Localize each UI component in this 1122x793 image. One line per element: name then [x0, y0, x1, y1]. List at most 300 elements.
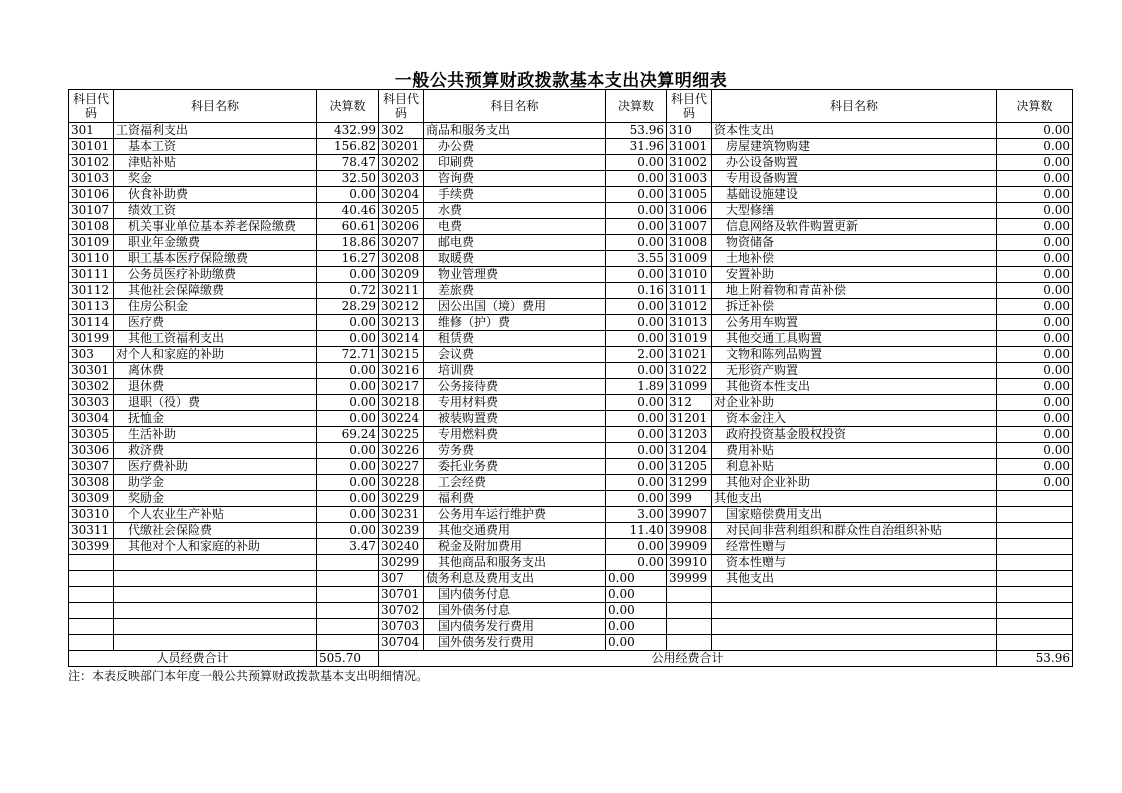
cell-code: 30226 — [379, 443, 424, 459]
cell-amount — [997, 587, 1073, 603]
cell-name — [114, 619, 317, 635]
cell-amount: 0.00 — [997, 427, 1073, 443]
cell-code: 30305 — [69, 427, 114, 443]
cell-amount: 3.47 — [317, 539, 379, 555]
table-body — [69, 123, 1073, 651]
totals-row — [69, 651, 1073, 667]
table-row — [69, 283, 1073, 299]
table-row — [69, 395, 1073, 411]
cell-amount: 0.00 — [997, 395, 1073, 411]
cell-code: 30216 — [379, 363, 424, 379]
cell-name: 奖金 — [114, 171, 317, 187]
cell-amount: 16.27 — [317, 251, 379, 267]
cell-name: 伙食补助费 — [114, 187, 317, 203]
cell-amount: 0.00 — [606, 395, 667, 411]
cell-amount: 0.00 — [606, 411, 667, 427]
cell-code — [667, 619, 712, 635]
cell-amount — [997, 571, 1073, 587]
cell-amount: 0.00 — [317, 411, 379, 427]
cell-name: 利息补贴 — [712, 459, 997, 475]
cell-amount: 0.00 — [317, 491, 379, 507]
cell-name: 税金及附加费用 — [424, 539, 606, 555]
cell-amount: 0.00 — [606, 459, 667, 475]
cell-amount: 0.00 — [606, 219, 667, 235]
cell-name: 其他商品和服务支出 — [424, 555, 606, 571]
cell-amount: 0.00 — [997, 363, 1073, 379]
cell-amount: 0.00 — [997, 315, 1073, 331]
cell-code: 30201 — [379, 139, 424, 155]
cell-name: 邮电费 — [424, 235, 606, 251]
cell-name: 国外债务发行费用 — [424, 635, 606, 651]
cell-code: 30207 — [379, 235, 424, 251]
cell-amount: 0.00 — [317, 523, 379, 539]
cell-name: 退休费 — [114, 379, 317, 395]
cell-code: 30204 — [379, 187, 424, 203]
cell-amount — [997, 555, 1073, 571]
cell-amount: 0.00 — [606, 571, 667, 587]
cell-amount: 0.00 — [317, 459, 379, 475]
cell-name: 手续费 — [424, 187, 606, 203]
table-row — [69, 523, 1073, 539]
cell-name: 无形资产购置 — [712, 363, 997, 379]
cell-amount — [317, 603, 379, 619]
cell-code: 30110 — [69, 251, 114, 267]
cell-code — [69, 619, 114, 635]
cell-amount: 0.00 — [606, 203, 667, 219]
cell-amount — [317, 571, 379, 587]
cell-amount: 0.00 — [997, 123, 1073, 139]
table-row — [69, 155, 1073, 171]
cell-amount: 0.00 — [997, 219, 1073, 235]
cell-code: 30303 — [69, 395, 114, 411]
cell-amount: 1.89 — [606, 379, 667, 395]
cell-amount: 0.00 — [606, 635, 667, 651]
cell-code: 31002 — [667, 155, 712, 171]
cell-code: 30227 — [379, 459, 424, 475]
cell-name — [712, 635, 997, 651]
table-row — [69, 587, 1073, 603]
cell-code: 30199 — [69, 331, 114, 347]
cell-amount: 0.00 — [606, 539, 667, 555]
cell-code: 39999 — [667, 571, 712, 587]
cell-name: 资本性支出 — [712, 123, 997, 139]
expenditure-table — [68, 89, 1073, 667]
cell-code: 30113 — [69, 299, 114, 315]
cell-name: 其他支出 — [712, 491, 997, 507]
cell-code: 399 — [667, 491, 712, 507]
cell-amount: 0.00 — [606, 555, 667, 571]
table-row — [69, 491, 1073, 507]
table-row — [69, 139, 1073, 155]
cell-code: 39910 — [667, 555, 712, 571]
cell-name: 地上附着物和青苗补偿 — [712, 283, 997, 299]
cell-amount: 0.00 — [606, 603, 667, 619]
cell-amount: 0.00 — [317, 395, 379, 411]
cell-name: 津贴补贴 — [114, 155, 317, 171]
cell-amount: 0.00 — [606, 491, 667, 507]
cell-code: 30231 — [379, 507, 424, 523]
cell-name: 其他工资福利支出 — [114, 331, 317, 347]
cell-code: 30213 — [379, 315, 424, 331]
cell-code: 30206 — [379, 219, 424, 235]
cell-name: 土地补偿 — [712, 251, 997, 267]
cell-code: 30309 — [69, 491, 114, 507]
cell-name: 水费 — [424, 203, 606, 219]
cell-code: 30214 — [379, 331, 424, 347]
cell-amount: 11.40 — [606, 523, 667, 539]
cell-code: 30215 — [379, 347, 424, 363]
cell-name: 生活补助 — [114, 427, 317, 443]
cell-code: 30212 — [379, 299, 424, 315]
cell-code: 30202 — [379, 155, 424, 171]
cell-code: 31008 — [667, 235, 712, 251]
cell-amount — [317, 635, 379, 651]
cell-name: 职工基本医疗保险缴费 — [114, 251, 317, 267]
cell-name: 经常性赠与 — [712, 539, 997, 555]
cell-name: 基本工资 — [114, 139, 317, 155]
cell-name: 物业管理费 — [424, 267, 606, 283]
table-row — [69, 219, 1073, 235]
cell-name: 取暖费 — [424, 251, 606, 267]
cell-amount: 60.61 — [317, 219, 379, 235]
cell-code: 31010 — [667, 267, 712, 283]
cell-name — [712, 603, 997, 619]
table-row — [69, 635, 1073, 651]
cell-code: 30111 — [69, 267, 114, 283]
cell-name: 费用补贴 — [712, 443, 997, 459]
cell-amount — [997, 491, 1073, 507]
cell-code: 30108 — [69, 219, 114, 235]
cell-code: 30301 — [69, 363, 114, 379]
header-name: 科目名称 — [424, 90, 606, 123]
cell-amount: 0.00 — [997, 331, 1073, 347]
cell-amount: 0.00 — [606, 427, 667, 443]
cell-name: 会议费 — [424, 347, 606, 363]
cell-code: 30703 — [379, 619, 424, 635]
cell-amount: 0.00 — [997, 251, 1073, 267]
cell-name: 公务用车购置 — [712, 315, 997, 331]
cell-name: 文物和陈列品购置 — [712, 347, 997, 363]
cell-name: 物资储备 — [712, 235, 997, 251]
cell-code — [69, 571, 114, 587]
cell-name: 住房公积金 — [114, 299, 317, 315]
cell-code: 30311 — [69, 523, 114, 539]
cell-amount — [997, 507, 1073, 523]
table-row — [69, 619, 1073, 635]
cell-code: 30102 — [69, 155, 114, 171]
cell-name: 基础设施建设 — [712, 187, 997, 203]
cell-amount — [997, 539, 1073, 555]
table-row — [69, 187, 1073, 203]
cell-code — [69, 603, 114, 619]
cell-code: 31012 — [667, 299, 712, 315]
table-row — [69, 411, 1073, 427]
cell-name: 职业年金缴费 — [114, 235, 317, 251]
cell-name: 福利费 — [424, 491, 606, 507]
cell-amount: 40.46 — [317, 203, 379, 219]
cell-amount: 0.00 — [997, 379, 1073, 395]
cell-name: 其他交通费用 — [424, 523, 606, 539]
cell-amount: 0.00 — [317, 363, 379, 379]
cell-name: 国内债务付息 — [424, 587, 606, 603]
cell-code: 31006 — [667, 203, 712, 219]
cell-amount: 0.00 — [606, 171, 667, 187]
cell-name: 差旅费 — [424, 283, 606, 299]
header-code: 科目代码 — [667, 90, 712, 123]
cell-name — [114, 555, 317, 571]
cell-name: 被装购置费 — [424, 411, 606, 427]
cell-name: 因公出国（境）费用 — [424, 299, 606, 315]
cell-name: 维修（护）费 — [424, 315, 606, 331]
cell-name: 其他交通工具购置 — [712, 331, 997, 347]
cell-amount: 0.00 — [997, 171, 1073, 187]
cell-name: 信息网络及软件购置更新 — [712, 219, 997, 235]
cell-amount: 0.00 — [997, 235, 1073, 251]
cell-name: 房屋建筑物购建 — [712, 139, 997, 155]
cell-code: 31205 — [667, 459, 712, 475]
cell-amount: 0.00 — [606, 315, 667, 331]
cell-name: 工资福利支出 — [114, 123, 317, 139]
cell-code: 30101 — [69, 139, 114, 155]
table-row — [69, 203, 1073, 219]
cell-name — [712, 587, 997, 603]
cell-name: 医疗费 — [114, 315, 317, 331]
table-row — [69, 347, 1073, 363]
cell-code: 39909 — [667, 539, 712, 555]
cell-code: 30225 — [379, 427, 424, 443]
cell-name: 对企业补助 — [712, 395, 997, 411]
cell-amount: 0.00 — [317, 507, 379, 523]
cell-amount: 0.00 — [606, 235, 667, 251]
cell-name — [712, 619, 997, 635]
cell-name: 其他资本性支出 — [712, 379, 997, 395]
cell-code: 30299 — [379, 555, 424, 571]
cell-name: 国家赔偿费用支出 — [712, 507, 997, 523]
cell-code: 30205 — [379, 203, 424, 219]
cell-name: 对民间非营利组织和群众性自治组织补贴 — [712, 523, 997, 539]
cell-amount: 0.00 — [317, 187, 379, 203]
header-amount: 决算数 — [606, 90, 667, 123]
cell-amount: 0.00 — [317, 379, 379, 395]
cell-amount: 31.96 — [606, 139, 667, 155]
cell-code — [667, 635, 712, 651]
cell-amount: 0.00 — [997, 475, 1073, 491]
cell-amount: 0.00 — [317, 267, 379, 283]
cell-amount: 0.00 — [606, 443, 667, 459]
table-row — [69, 555, 1073, 571]
cell-amount: 18.86 — [317, 235, 379, 251]
cell-amount: 0.00 — [317, 475, 379, 491]
cell-amount: 69.24 — [317, 427, 379, 443]
cell-code: 31007 — [667, 219, 712, 235]
cell-name: 其他社会保障缴费 — [114, 283, 317, 299]
cell-name: 其他对个人和家庭的补助 — [114, 539, 317, 555]
cell-name: 抚恤金 — [114, 411, 317, 427]
cell-code: 30240 — [379, 539, 424, 555]
page-title: 一般公共预算财政拨款基本支出决算明细表 — [394, 71, 728, 91]
cell-amount: 0.00 — [997, 347, 1073, 363]
cell-amount: 0.00 — [606, 363, 667, 379]
cell-code: 312 — [667, 395, 712, 411]
cell-name: 拆迁补偿 — [712, 299, 997, 315]
cell-name: 培训费 — [424, 363, 606, 379]
cell-code: 30208 — [379, 251, 424, 267]
cell-name: 电费 — [424, 219, 606, 235]
cell-amount — [317, 555, 379, 571]
cell-amount: 72.71 — [317, 347, 379, 363]
cell-name: 委托业务费 — [424, 459, 606, 475]
cell-name: 救济费 — [114, 443, 317, 459]
cell-name: 奖励金 — [114, 491, 317, 507]
cell-name: 政府投资基金股权投资 — [712, 427, 997, 443]
cell-amount — [317, 587, 379, 603]
cell-code: 30103 — [69, 171, 114, 187]
cell-name: 机关事业单位基本养老保险缴费 — [114, 219, 317, 235]
cell-code: 31005 — [667, 187, 712, 203]
cell-code: 302 — [379, 123, 424, 139]
header-amount: 决算数 — [997, 90, 1073, 123]
cell-name — [114, 603, 317, 619]
cell-amount — [997, 523, 1073, 539]
cell-name: 退职（役）费 — [114, 395, 317, 411]
cell-name: 公务员医疗补助缴费 — [114, 267, 317, 283]
cell-name: 专用设备购置 — [712, 171, 997, 187]
cell-code: 31201 — [667, 411, 712, 427]
cell-name: 医疗费补助 — [114, 459, 317, 475]
table-row — [69, 171, 1073, 187]
cell-amount: 0.00 — [997, 187, 1073, 203]
cell-code: 31099 — [667, 379, 712, 395]
cell-amount: 0.00 — [606, 299, 667, 315]
table-row — [69, 251, 1073, 267]
cell-code: 30112 — [69, 283, 114, 299]
cell-name — [114, 571, 317, 587]
cell-amount: 3.55 — [606, 251, 667, 267]
cell-code: 30704 — [379, 635, 424, 651]
cell-amount: 0.00 — [997, 299, 1073, 315]
cell-amount: 0.00 — [997, 203, 1073, 219]
cell-amount: 0.00 — [997, 443, 1073, 459]
header-code: 科目代码 — [379, 90, 424, 123]
cell-code — [667, 603, 712, 619]
cell-amount: 0.72 — [317, 283, 379, 299]
cell-name: 对个人和家庭的补助 — [114, 347, 317, 363]
cell-name: 公务用车运行维护费 — [424, 507, 606, 523]
cell-code — [69, 635, 114, 651]
table-row — [69, 363, 1073, 379]
cell-amount: 0.00 — [606, 619, 667, 635]
cell-code: 30310 — [69, 507, 114, 523]
cell-name: 专用燃料费 — [424, 427, 606, 443]
cell-name: 安置补助 — [712, 267, 997, 283]
public-total-value: 53.96 — [997, 651, 1073, 667]
cell-code: 30308 — [69, 475, 114, 491]
cell-code: 30211 — [379, 283, 424, 299]
table-header-row — [69, 90, 1073, 123]
table-row — [69, 331, 1073, 347]
header-name: 科目名称 — [712, 90, 997, 123]
personnel-total-value: 505.70 — [317, 651, 379, 667]
cell-code: 30399 — [69, 539, 114, 555]
table-row — [69, 267, 1073, 283]
cell-name: 办公费 — [424, 139, 606, 155]
table-note: 注：本表反映部门本年度一般公共预算财政拨款基本支出明细情况。 — [68, 669, 429, 683]
cell-code: 31022 — [667, 363, 712, 379]
cell-amount: 32.50 — [317, 171, 379, 187]
cell-code: 31009 — [667, 251, 712, 267]
cell-code: 30224 — [379, 411, 424, 427]
cell-code: 39907 — [667, 507, 712, 523]
cell-amount: 432.99 — [317, 123, 379, 139]
cell-name: 其他支出 — [712, 571, 997, 587]
cell-amount: 0.00 — [997, 459, 1073, 475]
cell-amount: 78.47 — [317, 155, 379, 171]
table-row — [69, 235, 1073, 251]
table-row — [69, 299, 1073, 315]
cell-code: 30239 — [379, 523, 424, 539]
cell-code: 31001 — [667, 139, 712, 155]
cell-amount: 0.00 — [606, 587, 667, 603]
cell-amount: 3.00 — [606, 507, 667, 523]
cell-amount: 53.96 — [606, 123, 667, 139]
cell-code: 31011 — [667, 283, 712, 299]
cell-code: 31203 — [667, 427, 712, 443]
cell-name: 印刷费 — [424, 155, 606, 171]
cell-name: 商品和服务支出 — [424, 123, 606, 139]
cell-code — [69, 555, 114, 571]
cell-name: 债务利息及费用支出 — [424, 571, 606, 587]
cell-code: 307 — [379, 571, 424, 587]
cell-name: 国内债务发行费用 — [424, 619, 606, 635]
cell-name — [114, 587, 317, 603]
cell-amount: 2.00 — [606, 347, 667, 363]
cell-code: 30217 — [379, 379, 424, 395]
table-row — [69, 459, 1073, 475]
cell-code: 303 — [69, 347, 114, 363]
cell-amount: 0.16 — [606, 283, 667, 299]
cell-code: 31299 — [667, 475, 712, 491]
cell-name: 绩效工资 — [114, 203, 317, 219]
cell-name: 专用材料费 — [424, 395, 606, 411]
cell-amount: 0.00 — [997, 283, 1073, 299]
table-row — [69, 571, 1073, 587]
cell-code: 30218 — [379, 395, 424, 411]
cell-name — [114, 635, 317, 651]
cell-name: 办公设备购置 — [712, 155, 997, 171]
cell-name: 其他对企业补助 — [712, 475, 997, 491]
cell-name: 租赁费 — [424, 331, 606, 347]
cell-code: 30107 — [69, 203, 114, 219]
cell-name: 咨询费 — [424, 171, 606, 187]
public-total-label: 公用经费合计 — [379, 651, 997, 667]
cell-name: 代缴社会保险费 — [114, 523, 317, 539]
cell-amount: 0.00 — [317, 331, 379, 347]
cell-code: 310 — [667, 123, 712, 139]
cell-name: 大型修缮 — [712, 203, 997, 219]
cell-amount: 0.00 — [997, 139, 1073, 155]
cell-amount: 0.00 — [606, 155, 667, 171]
cell-name: 国外债务付息 — [424, 603, 606, 619]
cell-amount: 0.00 — [317, 443, 379, 459]
table-row — [69, 379, 1073, 395]
cell-code: 30229 — [379, 491, 424, 507]
cell-code: 30106 — [69, 187, 114, 203]
header-name: 科目名称 — [114, 90, 317, 123]
table-row — [69, 603, 1073, 619]
cell-code: 39908 — [667, 523, 712, 539]
cell-amount: 0.00 — [997, 267, 1073, 283]
table-row — [69, 427, 1073, 443]
